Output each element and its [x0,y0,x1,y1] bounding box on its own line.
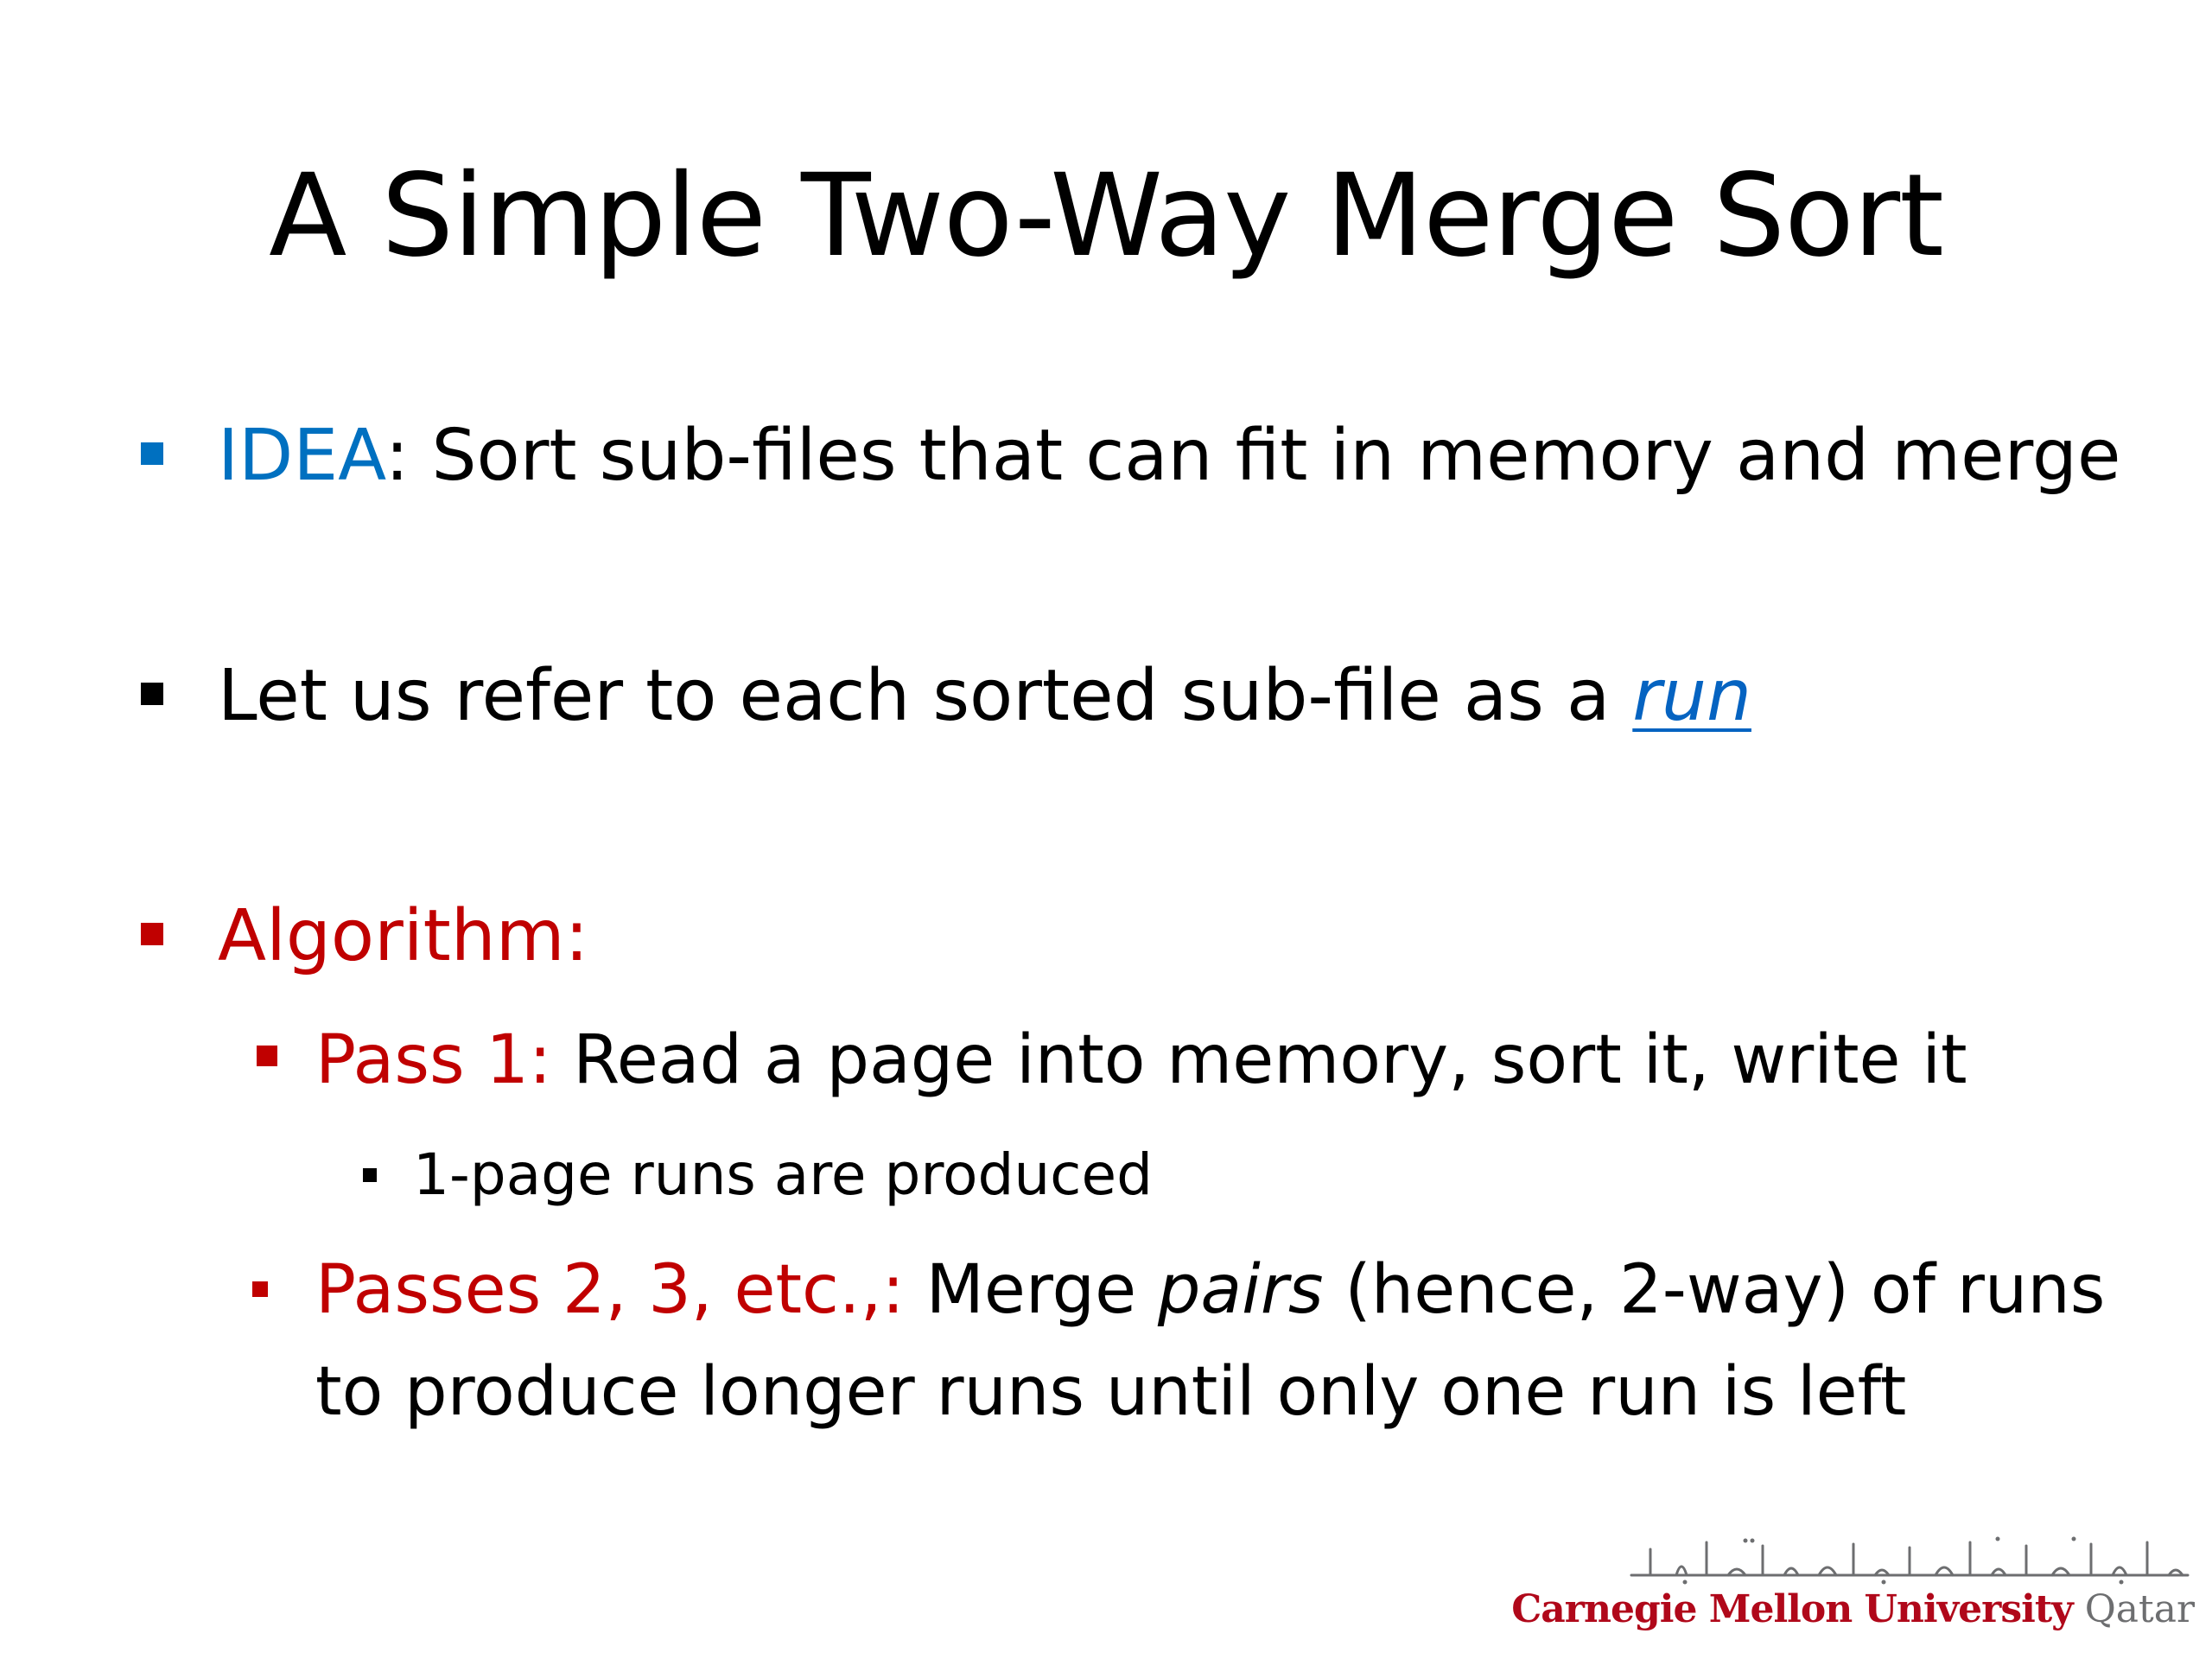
pass1-text: Read a page into memory, sort it, write it [551,1021,1967,1099]
logo-university-name: Carnegie Mellon University [1511,1587,2073,1631]
bullet-square-run [141,683,163,705]
cmu-qatar-logo [1511,1534,2195,1637]
idea-text: : Sort sub-files that can fit in memory and merge [385,415,2121,497]
logo-campus-name: Qatar [2084,1587,2195,1631]
run-text: Let us refer to each sorted sub-file as a [218,655,1633,737]
bullet-square-idea [141,442,163,465]
bullet-square-algorithm [141,923,163,945]
passes-text-after: (hence, 2-way) of runs [1323,1251,2106,1329]
passes-label: Passes 2, 3, etc.,: [315,1251,905,1329]
pass1-label: Pass 1: [315,1021,552,1099]
bullet-square-passes [252,1281,268,1297]
passes-text-before: Merge [904,1251,1158,1329]
svg-text:جامعة كارنيجي ميلون في قطر: جامعة كارنيجي ميلون في قطر [1624,1534,1636,1535]
passes-italic: pairs [1157,1251,1324,1329]
bullet-pass1 [315,1009,1967,1111]
bullet-algorithm: Algorithm: [218,895,589,977]
bullet-pass1-sub: 1-page runs are produced [413,1141,1153,1208]
bullet-square-pass1-sub [363,1168,377,1182]
bullet-idea [218,413,2120,499]
bullet-square-pass1 [257,1046,277,1066]
bullet-passes [315,1239,2105,1341]
bullet-run [218,653,1751,740]
idea-label: IDEA [218,415,385,497]
logo-english-wordmark [1511,1586,2195,1634]
bullet-passes-line2: to produce longer runs until only one run is left [315,1353,1907,1431]
slide-title: A Simple Two-Way Merge Sort [269,149,1943,283]
run-link[interactable]: run [1632,655,1751,737]
logo-arabic-wordmark [1624,1534,2195,1586]
